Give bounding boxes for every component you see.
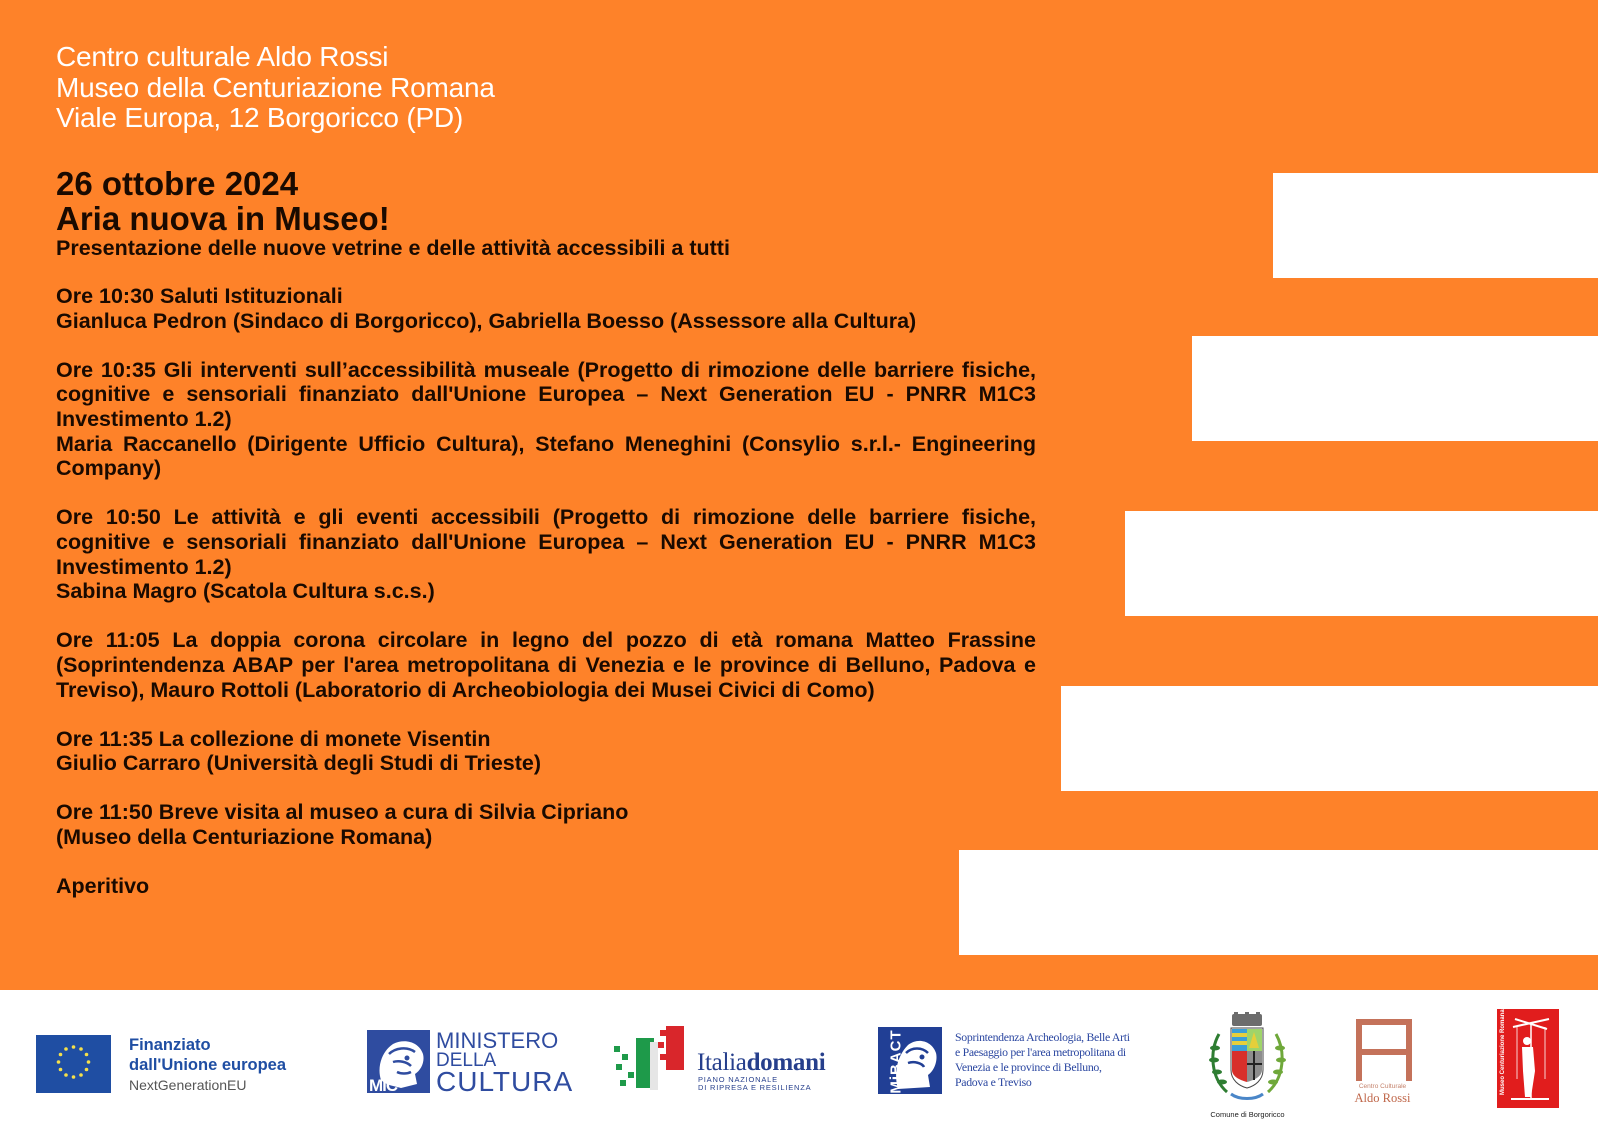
mibact-head-icon [878, 1027, 942, 1094]
soprintendenza-text [955, 1030, 1130, 1090]
mibact-abbreviation: MiBACT [887, 1029, 905, 1094]
program-closing: Aperitivo [56, 874, 150, 899]
borgoricco-logo [1205, 1012, 1290, 1120]
event-subtitle: Presentazione delle nuove vetrine e delle attività accessibili a tutti [56, 236, 730, 260]
italiadomani-subtitle: PIANO NAZIONALE [698, 1075, 778, 1084]
decorative-white-bar [1061, 686, 1598, 791]
italiadomani-word-light: Italia [697, 1049, 747, 1076]
mic-abbreviation: MiC [369, 1076, 398, 1093]
italian-flag-pixels-icon [614, 1024, 694, 1092]
program-item-speakers: Giulio Carraro (Università degli Studi di Trieste) [56, 751, 542, 776]
event-title: Aria nuova in Museo! [56, 200, 390, 237]
venue-line: Centro culturale Aldo Rossi [56, 41, 389, 72]
aldo-rossi-line: Centro Culturale [1358, 1083, 1407, 1090]
soprintendenza-line: e Paesaggio per l'area metropolitana di [955, 1045, 1126, 1059]
italiadomani-word-bold: domani [746, 1049, 826, 1076]
venue-line: Viale Europa, 12 Borgoricco (PD) [56, 102, 464, 133]
mic-logo-line: DELLA [436, 1050, 497, 1071]
decorative-white-bar [1273, 173, 1598, 278]
program-item [56, 284, 1036, 333]
roman-surveyor-figure-icon [1497, 1009, 1559, 1108]
mic-head-icon [367, 1030, 430, 1093]
program-item [56, 800, 1036, 849]
venue-line: Museo della Centuriazione Romana [56, 71, 495, 103]
program-item-heading: Ore 10:35 Gli interventi sull’accessibilità museale (Progetto di rimozione delle barriere fisiche, cognitive e sensoriali finanziato dall'Unione Europea – Next Generation EU - PNRR M1C3 Investimento 1.2) [56, 357, 1036, 431]
program-item-speakers: Gianluca Pedron (Sindaco di Borgoricco), Gabriella Boesso (Assessore alla Cultura) [56, 308, 917, 333]
decorative-white-bar [959, 850, 1598, 955]
borgoricco-name: Comune di Borgoricco [1210, 1110, 1285, 1119]
program-item [56, 505, 1036, 603]
italiadomani-subtitle: DI RIPRESA E RESILIENZA [698, 1083, 812, 1092]
event-content [56, 166, 1036, 923]
decorative-white-bar [1192, 336, 1598, 441]
eu-logo-line: NextGenerationEU [129, 1077, 247, 1093]
mic-logo-line: MINISTERO [436, 1028, 559, 1053]
program-item-heading: Ore 11:35 La collezione di monete Visentin [56, 726, 491, 751]
program-item [56, 628, 1036, 702]
program-item-speakers: Sabina Magro (Scatola Cultura s.c.s.) [56, 579, 435, 604]
coat-of-arms-icon [1205, 1012, 1290, 1108]
soprintendenza-line: Padova e Treviso [955, 1075, 1032, 1089]
event-date: 26 ottobre 2024 [56, 165, 299, 202]
italiadomani-logo [614, 1024, 839, 1092]
italiadomani-wordmark [697, 1049, 825, 1077]
eu-flag-icon [36, 1035, 111, 1093]
museo-centuriazione-name: Museo Centuriazione Romana [1500, 1009, 1506, 1095]
program-item-speakers: Maria Raccanello (Dirigente Ufficio Cultura), Stefano Meneghini (Consylio s.r.l.- Engineering Company) [56, 431, 1036, 481]
program-item-speakers: (Museo della Centuriazione Romana) [56, 825, 433, 850]
program-item-heading: Ore 11:05 La doppia corona circolare in legno del pozzo di età romana Matteo Frassine (Soprintendenza ABAP per l'area metropolitana di Venezia e le province di Belluno, Padova e Treviso), Mauro Rottoli (Laboratorio di Archeobiologia dei Musei Civici di Como) [56, 628, 1036, 702]
program-item-heading: Ore 11:50 Breve visita al museo a cura di Silvia Cipriano [56, 800, 629, 825]
aldo-rossi-line: Aldo Rossi [1354, 1091, 1411, 1105]
mic-logo-line: CULTURA [436, 1066, 574, 1097]
decorative-white-bar [1125, 511, 1598, 616]
aldo-rossi-frame-icon [1350, 1013, 1415, 1081]
ministero-cultura-logo [367, 1028, 574, 1097]
program-list [56, 284, 1036, 899]
soprintendenza-line: Soprintendenza Archeologia, Belle Arti [955, 1030, 1130, 1044]
venue-address [56, 42, 495, 134]
eu-logo [36, 1035, 306, 1095]
soprintendenza-line: Venezia e le province di Belluno, [955, 1060, 1102, 1074]
program-item-heading: Ore 10:30 Saluti Istituzionali [56, 284, 343, 308]
program-item-heading: Ore 10:50 Le attività e gli eventi accessibili (Progetto di rimozione delle barriere fisiche, cognitive e sensoriali finanziato dall'Unione Europea – Next Generation EU - PNRR M1C3 Investimento 1.2) [56, 505, 1036, 579]
eu-logo-line: Finanziato [129, 1036, 211, 1054]
aldo-rossi-logo [1350, 1013, 1415, 1103]
museo-centuriazione-logo [1497, 1009, 1559, 1108]
soprintendenza-logo [878, 1027, 1158, 1097]
program-item [56, 358, 1036, 481]
eu-logo-line: dall'Unione europea [129, 1056, 287, 1074]
program-item [56, 727, 1036, 776]
